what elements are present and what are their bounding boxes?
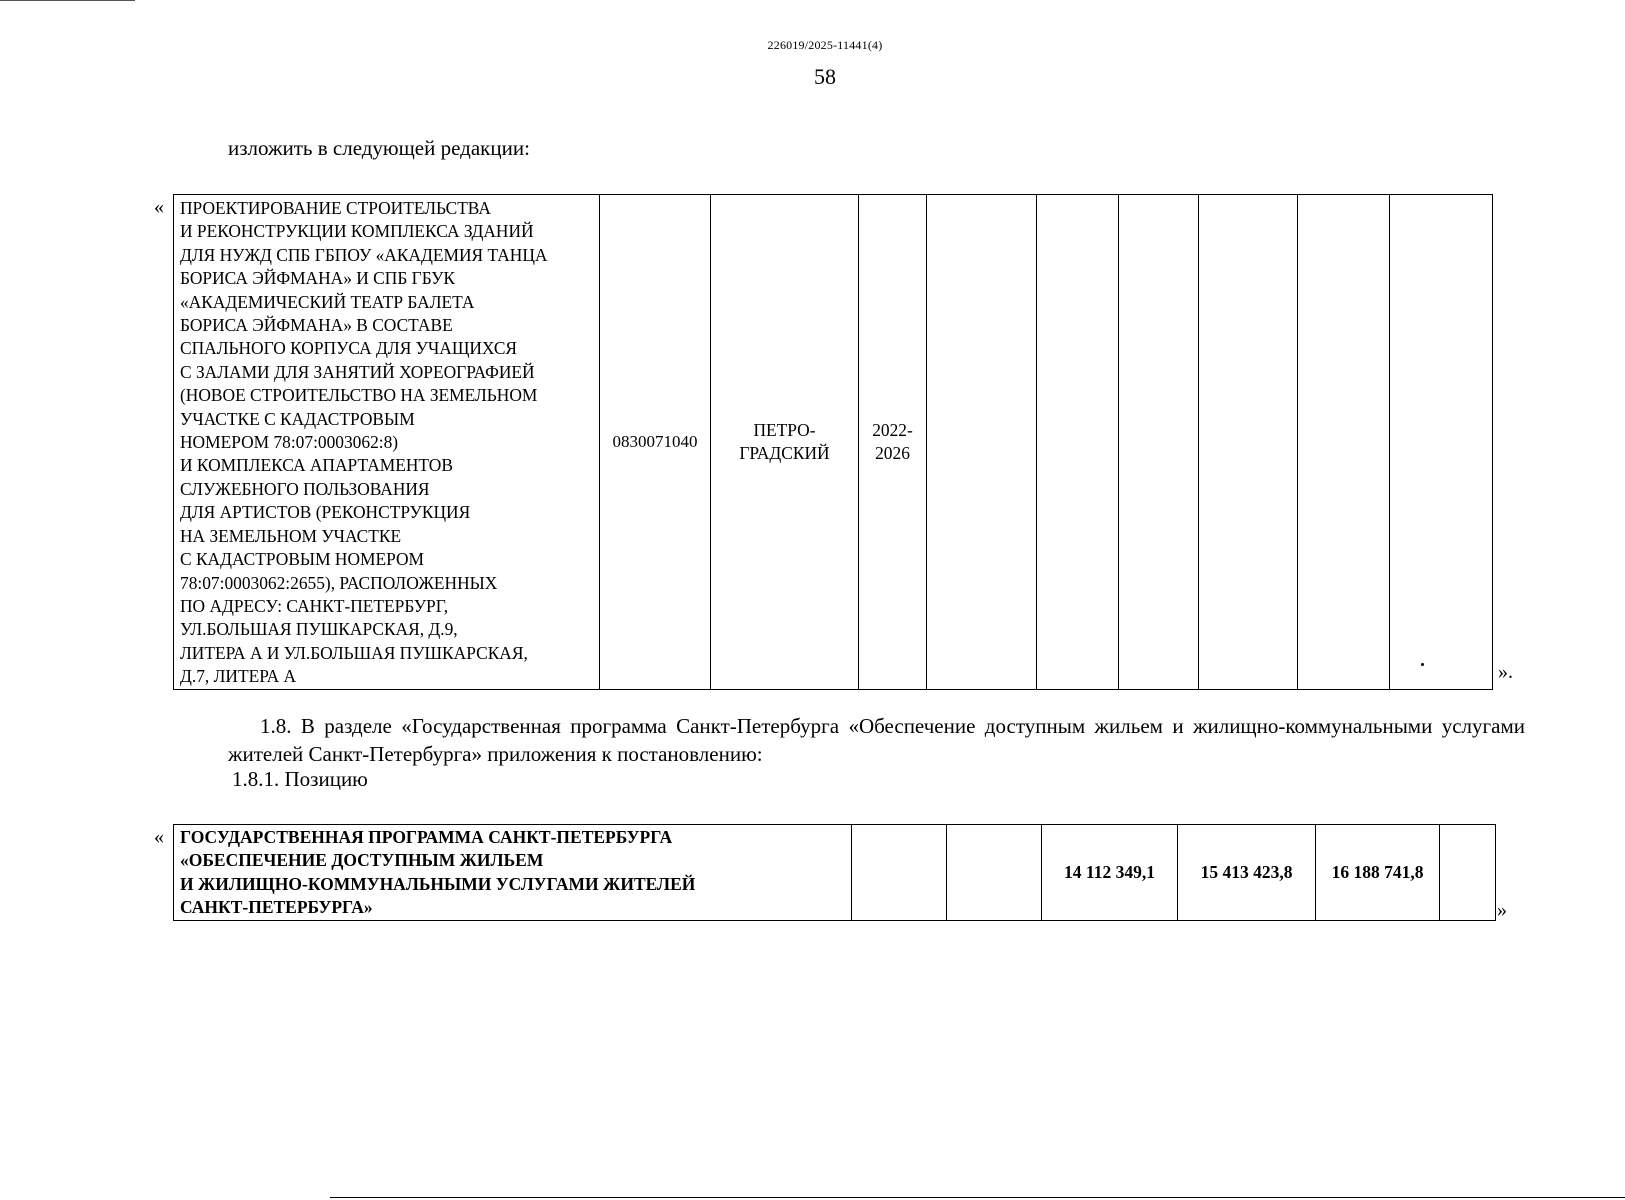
name-line: УЛ.БОЛЬШАЯ ПУШКАРСКАЯ, Д.9, xyxy=(180,619,458,640)
paragraph-1-8-1: 1.8.1. Позицию xyxy=(232,767,368,791)
years-line: 2026 xyxy=(875,442,910,463)
table1-new-edition xyxy=(173,194,1493,690)
name-line: СЛУЖЕБНОГО ПОЛЬЗОВАНИЯ xyxy=(180,478,430,499)
table1-years-cell xyxy=(859,195,927,690)
table1-close-quote: ». xyxy=(1498,661,1513,683)
footer-rule xyxy=(330,1197,1625,1198)
name-line: «АКАДЕМИЧЕСКИЙ ТЕАТР БАЛЕТА xyxy=(180,291,475,312)
name-line: ПРОЕКТИРОВАНИЕ СТРОИТЕЛЬСТВА xyxy=(180,198,491,218)
name-line: НА ЗЕМЕЛЬНОМ УЧАСТКЕ xyxy=(180,525,402,546)
page-number: 58 xyxy=(814,64,836,89)
table2-empty-cell xyxy=(1440,825,1496,921)
name-line: И ЖИЛИЩНО-КОММУНАЛЬНЫМИ УСЛУГАМИ ЖИТЕЛЕЙ xyxy=(180,873,696,894)
name-line: 78:07:0003062:2655), РАСПОЛОЖЕННЫХ xyxy=(180,572,498,593)
scan-speck xyxy=(1421,663,1424,666)
table2-empty-cell xyxy=(852,825,947,921)
name-line: И РЕКОНСТРУКЦИИ КОМПЛЕКСА ЗДАНИЙ xyxy=(180,221,534,242)
table1-empty-cell xyxy=(1199,195,1298,690)
name-line: Д.7, ЛИТЕРА А xyxy=(180,666,297,687)
table1-empty-cell xyxy=(1037,195,1119,690)
table2-position xyxy=(173,824,1496,921)
years-line: 2022- xyxy=(872,419,913,440)
table1-open-quote: « xyxy=(154,196,164,218)
scan-corner-line xyxy=(0,0,135,1)
name-line: ДЛЯ АРТИСТОВ (РЕКОНСТРУКЦИЯ xyxy=(180,502,471,523)
table2-value-cell: 15 413 423,8 xyxy=(1178,825,1316,921)
intro-text: изложить в следующей редакции: xyxy=(228,136,530,160)
table1-district-cell xyxy=(711,195,859,690)
name-line: ДЛЯ НУЖД СПБ ГБПОУ «АКАДЕМИЯ ТАНЦА xyxy=(180,244,548,265)
name-line: БОРИСА ЭЙФМАНА» И СПБ ГБУК xyxy=(180,268,455,289)
name-line: И КОМПЛЕКСА АПАРТАМЕНТОВ xyxy=(180,455,453,476)
table2-row xyxy=(174,825,1496,921)
table1-row xyxy=(174,195,1493,690)
name-line: (НОВОЕ СТРОИТЕЛЬСТВО НА ЗЕМЕЛЬНОМ xyxy=(180,385,538,406)
name-line: УЧАСТКЕ С КАДАСТРОВЫМ xyxy=(180,408,415,429)
table2-close-quote: » xyxy=(1497,899,1507,921)
name-line: ГОСУДАРСТВЕННАЯ ПРОГРАММА САНКТ-ПЕТЕРБУРГА xyxy=(180,827,673,847)
table1-empty-cell xyxy=(1119,195,1199,690)
name-line: С КАДАСТРОВЫМ НОМЕРОМ xyxy=(180,549,425,570)
paragraph-1-8: 1.8. В разделе «Государственная программа Санкт-Петербурга «Обеспечение доступным жильем и жилищно-коммунальными услугами жителей Санкт-Петербурга» приложения к постановлению: xyxy=(228,714,1525,766)
table2-empty-cell xyxy=(947,825,1042,921)
document-id: 226019/2025-11441(4) xyxy=(767,38,883,52)
table2-program-name xyxy=(174,825,852,921)
table1-empty-cell xyxy=(927,195,1037,690)
name-line: С ЗАЛАМИ ДЛЯ ЗАНЯТИЙ ХОРЕОГРАФИЕЙ xyxy=(180,361,535,382)
table2-value-cell: 16 188 741,8 xyxy=(1316,825,1440,921)
table1-empty-cell xyxy=(1390,195,1493,690)
table1-empty-cell xyxy=(1298,195,1390,690)
name-line: САНКТ-ПЕТЕРБУРГА» xyxy=(180,897,373,918)
table1-code-cell: 0830071040 xyxy=(600,195,711,690)
district-line: ГРАДСКИЙ xyxy=(739,442,830,463)
name-line: ПО АДРЕСУ: САНКТ-ПЕТЕРБУРГ, xyxy=(180,595,449,616)
table1-object-name xyxy=(174,195,600,690)
name-line: БОРИСА ЭЙФМАНА» В СОСТАВЕ xyxy=(180,315,453,336)
table2-value-cell: 14 112 349,1 xyxy=(1042,825,1178,921)
name-line: «ОБЕСПЕЧЕНИЕ ДОСТУПНЫМ ЖИЛЬЕМ xyxy=(180,850,544,871)
district-line: ПЕТРО- xyxy=(753,419,816,440)
table2-open-quote: « xyxy=(154,826,164,848)
name-line: СПАЛЬНОГО КОРПУСА ДЛЯ УЧАЩИХСЯ xyxy=(180,338,518,359)
name-line: НОМЕРОМ 78:07:0003062:8) xyxy=(180,432,399,453)
name-line: ЛИТЕРА А И УЛ.БОЛЬШАЯ ПУШКАРСКАЯ, xyxy=(180,642,528,663)
